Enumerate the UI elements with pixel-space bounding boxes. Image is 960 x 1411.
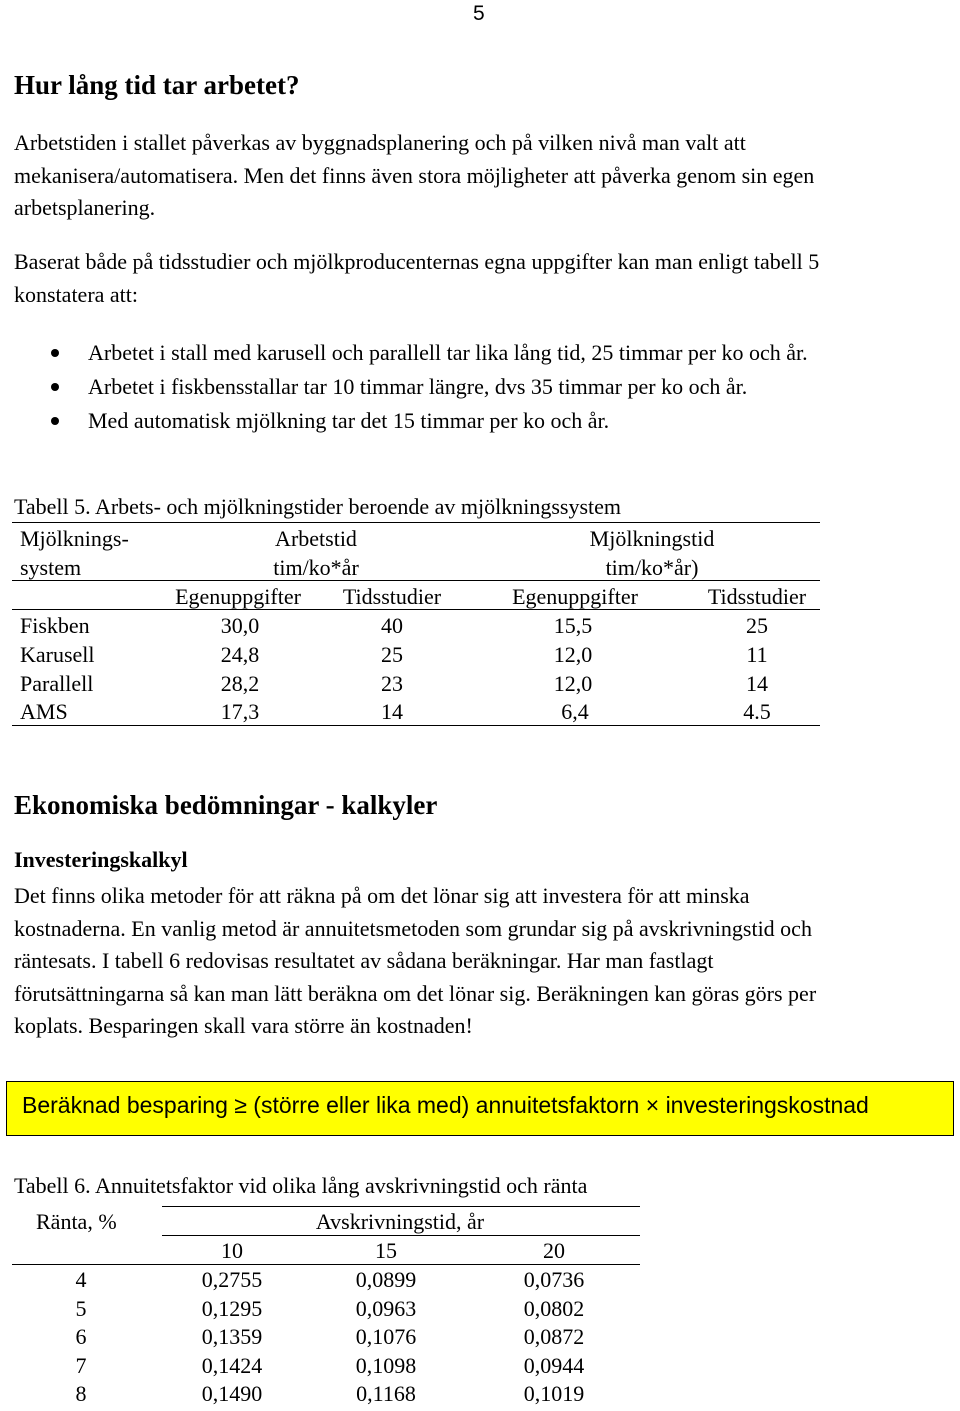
table5-cell: 17,3 — [220, 699, 260, 724]
table5-col1-header-line1: Mjölknings- — [20, 526, 129, 551]
formula-part-annuity-factor: (större eller lika med) annuitetsfaktorn — [253, 1092, 640, 1118]
bullet-text: Med automatisk mjölkning tar det 15 timmar per ko och år. — [88, 408, 610, 433]
paragraph-line: arbetsplanering. — [14, 195, 156, 220]
section-heading-work-time: Hur lång tid tar arbetet? — [14, 70, 300, 100]
table6-cell: 0,0963 — [355, 1296, 417, 1321]
table6-row-label: 8 — [75, 1381, 87, 1406]
table6-cell: 0,1019 — [523, 1381, 585, 1406]
table6-caption: Tabell 6. Annuitetsfaktor vid olika lång avskrivningstid och ränta — [14, 1173, 588, 1198]
table5-cell: 14 — [381, 699, 403, 724]
bullet-item — [48, 336, 808, 370]
table5-cell: 25 — [381, 642, 403, 667]
table5-header-rule — [12, 580, 820, 581]
investment-paragraph — [14, 880, 816, 1043]
table5-worktime-header-line1: Arbetstid — [275, 526, 357, 551]
table6-cell: 0,0872 — [523, 1324, 585, 1349]
bullet-dot-icon — [51, 349, 59, 357]
formula-part-savings: Beräknad besparing — [22, 1092, 228, 1118]
table6-header-rule — [12, 1264, 640, 1265]
geq-symbol-icon: ≥ — [234, 1092, 247, 1118]
table6-cell: 0,1168 — [356, 1381, 416, 1406]
table6-group-header: Avskrivningstid, år — [315, 1209, 485, 1234]
table5-cell: 14 — [746, 671, 768, 696]
table5-col1-header-line2: system — [20, 555, 82, 580]
table5-row-label: Fiskben — [20, 613, 90, 638]
table6-col1-header: Ränta, % — [36, 1209, 117, 1234]
table6-cell: 0,1359 — [201, 1324, 263, 1349]
table6-cell: 0,2755 — [201, 1267, 263, 1292]
table5-milkingtime-header-line1: Mjölkningstid — [589, 526, 715, 551]
paragraph-line: kostnaderna. En vanlig metod är annuitetsmetoden som grundar sig på avskrivningstid och — [14, 915, 812, 941]
table6-top-rule — [162, 1206, 640, 1207]
table6-cell: 0,0944 — [523, 1353, 585, 1378]
table5-cell: 40 — [381, 613, 403, 638]
table6-cell: 0,0899 — [355, 1267, 417, 1292]
basis-paragraph — [14, 246, 819, 311]
table6-cell: 0,1295 — [201, 1296, 263, 1321]
table5-subheader: Tidsstudier — [707, 584, 807, 609]
table5-row-label: AMS — [20, 699, 68, 724]
table6-subheader: 10 — [221, 1238, 243, 1263]
table5-subheader: Tidsstudier — [342, 584, 442, 609]
bullet-dot-icon — [51, 383, 59, 391]
formula-text — [22, 1092, 869, 1119]
table5-subheader: Egenuppgifter — [512, 584, 638, 609]
paragraph-line: Arbetstiden i stallet påverkas av byggnadsplanering och på vilken nivå man valt att — [14, 130, 746, 155]
table5-row-label: Karusell — [20, 642, 95, 667]
bullet-text: Arbetet i fiskbensstallar tar 10 timmar längre, dvs 35 timmar per ko och år. — [88, 374, 748, 399]
paragraph-line: förutsättningarna så kan man lätt beräkna om det lönar sig. Beräkningen kan göras görs per — [14, 980, 817, 1006]
table5-cell: 6,4 — [561, 699, 589, 724]
paragraph-line: mekanisera/automatisera. Men det finns även stora möjligheter att påverka genom sin egen — [14, 162, 815, 188]
table6-cell: 0,1076 — [355, 1324, 417, 1349]
section-heading-economics: Ekonomiska bedömningar - kalkyler — [14, 790, 438, 820]
table5-subheader: Egenuppgifter — [175, 584, 301, 609]
table5-cell: 4.5 — [743, 699, 771, 724]
table5-cell: 15,5 — [553, 613, 593, 638]
table5-milkingtime-header-line2: tim/ko*år) — [605, 555, 699, 580]
table6-cell: 0,1098 — [355, 1353, 417, 1378]
table6-subheader: 20 — [543, 1238, 565, 1263]
table5-cell: 23 — [381, 671, 403, 696]
table6-row-label: 5 — [75, 1296, 87, 1321]
table5-cell: 30,0 — [220, 613, 260, 638]
formula-part-investment-cost: investeringskostnad — [665, 1092, 869, 1118]
table5-subheader-rule — [12, 609, 820, 610]
table6-cell: 0,1424 — [201, 1353, 263, 1378]
table5-worktime-header-line2: tim/ko*år — [273, 555, 359, 580]
bullet-text: Arbetet i stall med karusell och parallell tar lika lång tid, 25 timmar per ko och år. — [88, 340, 808, 365]
bullet-dot-icon — [51, 417, 59, 425]
formula-highlight-box — [6, 1081, 954, 1136]
table6-subheader: 15 — [375, 1238, 397, 1263]
table5-bottom-rule — [12, 725, 820, 726]
table5-cell: 28,2 — [220, 671, 260, 696]
bullet-item — [48, 370, 808, 404]
table6-cell: 0,0802 — [523, 1296, 585, 1321]
bullet-list — [48, 336, 808, 438]
paragraph-line: Det finns olika metoder för att räkna på om det lönar sig att investera för att minska — [14, 883, 750, 908]
times-symbol-icon: × — [645, 1092, 660, 1118]
table5-cell: 12,0 — [553, 642, 593, 667]
table6-cell: 0,0736 — [523, 1267, 585, 1292]
table6-row-label: 6 — [75, 1324, 87, 1349]
table5-cell: 12,0 — [553, 671, 593, 696]
page-number: 5 — [473, 2, 485, 25]
paragraph-line: räntesats. I tabell 6 redovisas resultatet av sådana beräkningar. Har man fastlagt — [14, 948, 714, 973]
paragraph-line: Baserat både på tidsstudier och mjölkproducenternas egna uppgifter kan man enligt tabell 5 — [14, 249, 820, 274]
table6-group-rule — [162, 1235, 640, 1236]
table5-cell: 11 — [746, 642, 768, 667]
subheading-investment-calculation: Investeringskalkyl — [14, 847, 188, 872]
table5-cell: 24,8 — [220, 642, 260, 667]
paragraph-line: koplats. Besparingen skall vara större än kostnaden! — [14, 1013, 473, 1038]
bullet-item — [48, 404, 808, 438]
table6-row-label: 4 — [75, 1267, 87, 1292]
table6-row-label: 7 — [75, 1353, 87, 1378]
intro-paragraph — [14, 127, 814, 225]
table5-cell: 25 — [746, 613, 768, 638]
table5-top-rule — [12, 522, 820, 523]
table5-row-label: Parallell — [20, 671, 94, 696]
table5-caption: Tabell 5. Arbets- och mjölkningstider beroende av mjölkningssystem — [14, 494, 622, 519]
table6-cell: 0,1490 — [201, 1381, 263, 1406]
paragraph-line: konstatera att: — [14, 281, 139, 307]
